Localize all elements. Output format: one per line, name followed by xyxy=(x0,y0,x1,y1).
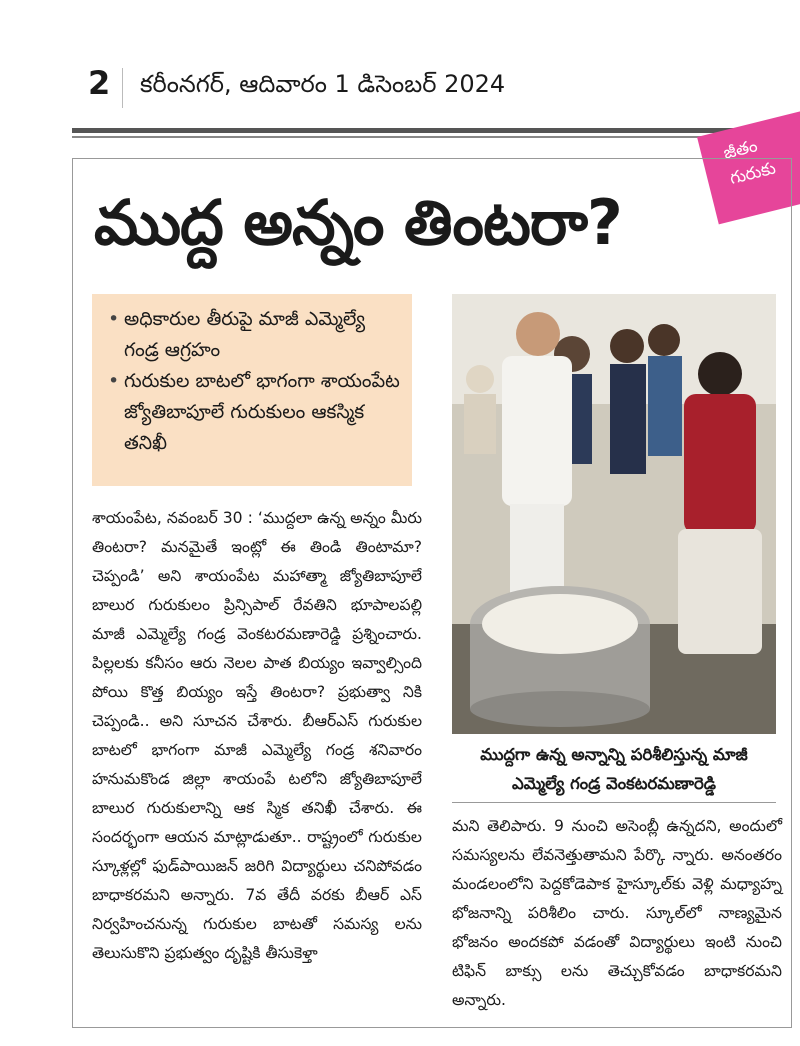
header-rule-thick xyxy=(72,128,800,133)
bullet-icon: • xyxy=(108,308,120,330)
highlights-box xyxy=(92,294,412,486)
news-photo xyxy=(452,294,776,734)
photo-illustration xyxy=(452,294,776,734)
header-separator xyxy=(122,68,123,108)
dateline: కరీంనగర్, ఆదివారం 1 డిసెంబర్ 2024 xyxy=(140,70,506,98)
highlight-item xyxy=(108,304,404,366)
corner-tag-line2: గురుకు xyxy=(727,158,778,189)
header-rule-thin xyxy=(72,136,800,138)
bullet-icon: • xyxy=(108,370,120,392)
body-column-right: మని తెలిపారు. 9 నుంచి అసెంబ్లీ ఉన్నదని, అందులో సమస్యలను లేవనెత్తుతామని పేర్కొ న్నారు. అనంతరం మండలంలోని పెద్దకోడెపాక హైస్కూల్‌కు వెళ్లి మధ్యాహ్న భోజనాన్ని పరిశీలిం చారు. స్కూల్‌లో నాణ్యమైన భోజనం అందకపో వడంతో విద్యార్థులు ఇంటి నుంచి టిఫిన్ బాక్సు లను తెచ్చుకోవడం బాధాకరమని అన్నారు. xyxy=(452,817,782,1009)
page-number: 2 xyxy=(88,64,111,102)
highlight-item xyxy=(108,366,404,459)
highlight-text: గురుకుల బాటలో భాగంగా శాయంపేట జ్యోతిబాపూలే గురుకులం ఆకస్మిక తనిఖీ xyxy=(124,370,400,454)
body-column-left: శాయంపేట, నవంబర్ 30 : ‘ముద్దలా ఉన్న అన్నం మీరు తింటరా? మనమైతే ఇంట్లో ఈ తిండి తింటామా? చెప్పండి’ అని శాయంపేట మహాత్మా జ్యోతిబాపూలే బాలుర గురుకులం ప్రిన్సిపాల్ రేవతిని భూపాలపల్లి మాజీ ఎమ్మెల్యే గండ్ర వెంకటరమణారెడ్డి ప్రశ్నించారు. పిల్లలకు కనీసం ఆరు నెలల పాత బియ్యం ఇవ్వాల్సింది పోయి కొత్త బియ్యం ఇస్తే తింటరా? ప్రభుత్వా నికి చెప్పండి.. అని సూచన చేశారు. బీఆర్ఎస్ గురుకుల బాటలో భాగంగా మాజీ ఎమ్మెల్యే గండ్ర శనివారం హనుమకొండ జిల్లా శాయంపే టలోని జ్యోతిబాపూలే బాలుర గురుకులాన్ని ఆక స్మిక తనిఖీ చేశారు. ఈ సందర్భంగా ఆయన మాట్లాడుతూ.. రాష్ట్రంలో గురుకుల స్కూళ్లల్లో ఫుడ్‌పాయిజన్ జరిగి విద్యార్థులు చనిపోవడం బాధాకరమని అన్నారు. 7వ తేదీ వరకు బీఆర్ ఎస్ నిర్వహించనున్న గురుకుల బాటతో సమస్య లను తెలుసుకొని ప్రభుత్వం దృష్టికి తీసుకెళ్తా xyxy=(92,509,422,962)
caption-rule xyxy=(452,802,776,803)
headline: ముద్ద అన్నం తింటరా? xyxy=(94,186,622,259)
photo-caption: ముద్దగా ఉన్న అన్నాన్ని పరిశీలిస్తున్న మాజీ ఎమ్మెల్యే గండ్ర వెంకటరమణారెడ్డి xyxy=(480,745,748,793)
highlight-text: అధికారుల తీరుపై మాజీ ఎమ్మెల్యే గండ్ర ఆగ్రహం xyxy=(124,308,366,361)
corner-tag-line1: జీతం xyxy=(721,136,760,164)
